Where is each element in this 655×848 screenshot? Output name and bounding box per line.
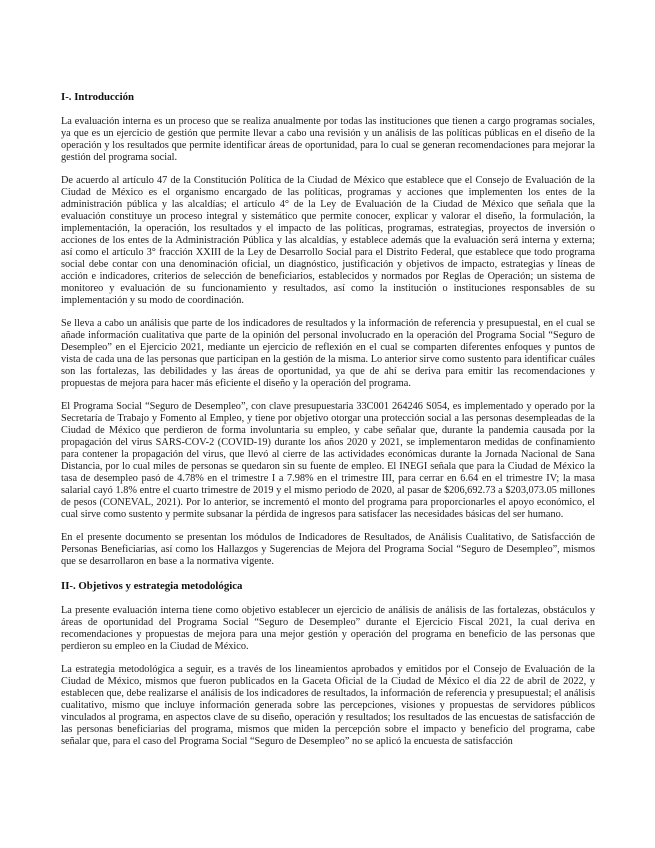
paragraph-intro-4: El Programa Social “Seguro de Desempleo”, con clave presupuestaria 33C001 264246 S054, es implementado y operado por la Secretaría de Trabajo y Fomento al Empleo, y tiene por objetivo otorgar una protección social a las personas desempleadas de la Ciudad de México que perdieron de forma involuntaria su empleo, y cabe señalar que, durante la pandemia causada por la propagación del virus SARS-COV-2 (COVID-19) durante los años 2020 y 2021, se implementaron medidas de confinamiento para contener la propagación del virus, que llevó al cierre de las actividades económicas durante la Jornada Nacional de Sana Distancia, por lo cual miles de personas se quedaron sin su fuente de empleo. El INEGI señala que para la Ciudad de México la tasa de desempleo pasó de 4.78% en el trimestre I a 7.98% en el trimestre III, para cerrar en 6.64 en el trimestre IV; la masa salarial cayó 1.8% entre el cuarto trimestre de 2019 y el mismo periodo de 2020, al pasar de $206,692.73 a $203,073.05 millones de pesos (CONEVAL, 2021). Por lo anterior, se incrementó el monto del programa para proporcionarles el apoyo económico, el cual sirve como sustento y permite subsanar la pérdida de ingresos para satisfacer las necesidades básicas del ser humano. (61, 401, 595, 520)
paragraph-intro-2: De acuerdo al artículo 47 de la Constitución Política de la Ciudad de México que establece que el Consejo de Evaluación de la Ciudad de México es el organismo encargado de las políticas, programas y acciones que implementen los entes de la administración pública y las alcaldías; el artículo 4° de la Ley de Evaluación de la Ciudad de México que señala que la evaluación constituye un proceso integral y sistemático que permite conocer, explicar y valorar el diseño, la formulación, la implementación, la operación, los resultados y el impacto de las políticas, programas, estrategias, proyectos de inversión o acciones de los entes de la Administración Pública y las alcaldías, y establece además que la evaluación será interna y externa; así como el artículo 3° fracción XXIII de la Ley de Desarrollo Social para el Distrito Federal, que establece que todo programa social debe contar con una denominación oficial, un diagnóstico, justificación y objetivos de impacto, estrategias y líneas de acción e indicadores, criterios de selección de beneficiarios, establecidos y normados por Reglas de Operación; un sistema de monitoreo y evaluación de su funcionamiento y resultados, así como la institución o instituciones responsables de su implementación y su modo de coordinación. (61, 175, 595, 306)
section-heading-objetivos: II-. Objetivos y estrategia metodológica (61, 580, 243, 592)
paragraph-intro-1: La evaluación interna es un proceso que se realiza anualmente por todas las instituciones que tienen a cargo programas sociales, ya que es un ejercicio de gestión que permite llevar a cabo una revisión y un análisis de las políticas públicas en el diseño de la operación y los resultados que permite identificar áreas de oportunidad, para lo cual se generan recomendaciones para mejorar la gestión del programa social. (61, 116, 595, 163)
document-page (61, 91, 595, 748)
paragraph-objetivos-1: La presente evaluación interna tiene como objetivo establecer un ejercicio de análisis de análisis de las fortalezas, obstáculos y áreas de oportunidad del Programa Social “Seguro de Desempleo” durante el Ejercicio Fiscal 2021, la cual deriva en recomendaciones y propuestas de mejora para una mejor gestión y operación del programa en beneficio de las personas que perdieron su empleo en la Ciudad de México. (61, 605, 595, 652)
paragraph-objetivos-2: La estrategia metodológica a seguir, es a través de los lineamientos aprobados y emitidos por el Consejo de Evaluación de la Ciudad de México, mismos que fueron publicados en la Gaceta Oficial de la Ciudad de México el día 22 de abril de 2022, y establecen que, debe realizarse el análisis de los indicadores de resultados, la información de referencia y presupuestal; el análisis cualitativo, mismo que incluye información generada sobre las percepciones, visiones y propuestas de servidores públicos vinculados al programa, en aspectos clave de su diseño, operación y resultados; los resultados de las encuestas de satisfacción de las personas beneficiarias del programa, mismos que miden la percepción sobre el impacto y beneficio del programa, cabe señalar que, para el caso del Programa Social “Seguro de Desempleo” no se aplicó la encuesta de satisfacción (61, 664, 595, 747)
section-heading-introduccion: I-. Introducción (61, 91, 134, 103)
paragraph-intro-3: Se lleva a cabo un análisis que parte de los indicadores de resultados y la información de referencia y presupuestal, en el cual se añade información cualitativa que parte de la opinión del personal involucrado en la operación del Programa Social “Seguro de Desempleo” en el Ejercicio 2021, mediante un ejercicio de reflexión en el cual se comparten diferentes enfoques y puntos de vista de cada una de las personas que participan en la gestión de la misma. Lo anterior sirve como sustento para identificar cuáles son las fortalezas, las debilidades y las áreas de oportunidad, ya que de ahí se deriva para emitir las recomendaciones y propuestas de mejora para hacer más eficiente el diseño y la operación del programa. (61, 318, 595, 389)
paragraph-intro-5: En el presente documento se presentan los módulos de Indicadores de Resultados, de Análisis Cualitativo, de Satisfacción de Personas Beneficiarias, así como los Hallazgos y Sugerencias de Mejora del Programa Social “Seguro de Desempleo”, mismos que se desarrollaron en base a la normativa vigente. (61, 532, 595, 567)
